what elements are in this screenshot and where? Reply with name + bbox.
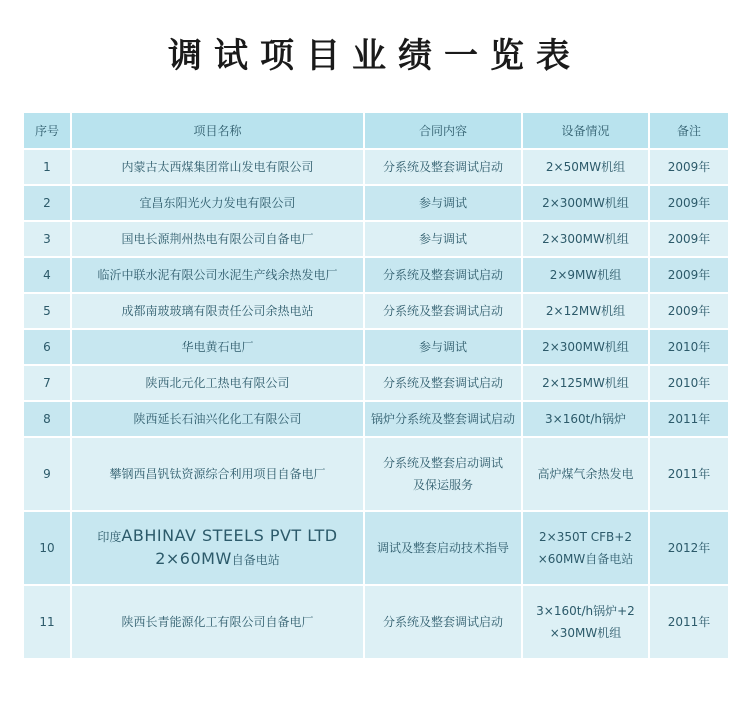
equipment-info: 3×160t/h锅炉 (522, 401, 649, 437)
table-row (23, 149, 729, 185)
project-name-part: 2×60MW (155, 549, 232, 568)
row-number: 6 (23, 329, 71, 365)
equipment-info-line: 2×350T CFB+2 (539, 530, 632, 544)
project-name: 成都南玻玻璃有限责任公司余热电站 (71, 293, 364, 329)
page-title: 调试项目业绩一览表 (168, 36, 582, 76)
row-number: 5 (23, 293, 71, 329)
contract-content: 分系统及整套调试启动 (364, 585, 522, 659)
contract-content: 参与调试 (364, 185, 522, 221)
row-number: 2 (23, 185, 71, 221)
remark: 2009年 (649, 185, 729, 221)
equipment-info: 2×300MW机组 (522, 329, 649, 365)
header-cell: 备注 (649, 112, 729, 149)
contract-content: 分系统及整套调试启动 (364, 365, 522, 401)
row-number: 4 (23, 257, 71, 293)
table-row (23, 293, 729, 329)
remark: 2009年 (649, 293, 729, 329)
row-number: 8 (23, 401, 71, 437)
project-name: 陕西延长石油兴化化工有限公司 (71, 401, 364, 437)
table-row (23, 401, 729, 437)
equipment-info-line: ×60MW自备电站 (537, 552, 634, 566)
equipment-info: 2×9MW机组 (522, 257, 649, 293)
remark: 2012年 (649, 511, 729, 585)
equipment-info: 高炉煤气余热发电 (522, 437, 649, 511)
performance-table (22, 111, 730, 660)
project-name: 陕西北元化工热电有限公司 (71, 365, 364, 401)
project-name: 内蒙古太西煤集团常山发电有限公司 (71, 149, 364, 185)
row-number: 3 (23, 221, 71, 257)
table-row (23, 185, 729, 221)
project-name: 临沂中联水泥有限公司水泥生产线余热发电厂 (71, 257, 364, 293)
contract-content: 参与调试 (364, 329, 522, 365)
project-name: 国电长源荆州热电有限公司自备电厂 (71, 221, 364, 257)
remark: 2011年 (649, 437, 729, 511)
project-name-line (74, 548, 361, 571)
table-row (23, 221, 729, 257)
remark: 2011年 (649, 401, 729, 437)
remark: 2010年 (649, 365, 729, 401)
table-row (23, 585, 729, 659)
row-number: 7 (23, 365, 71, 401)
project-name (71, 511, 364, 585)
table-row (23, 437, 729, 511)
contract-content-line: 分系统及整套启动调试 (382, 456, 503, 470)
equipment-info: 2×50MW机组 (522, 149, 649, 185)
contract-content-line: 及保运服务 (412, 478, 473, 492)
table-row (23, 257, 729, 293)
row-number: 11 (23, 585, 71, 659)
project-name: 华电黄石电厂 (71, 329, 364, 365)
table-row (23, 511, 729, 585)
equipment-info (522, 511, 649, 585)
contract-content: 锅炉分系统及整套调试启动 (364, 401, 522, 437)
remark: 2010年 (649, 329, 729, 365)
header-cell: 合同内容 (364, 112, 522, 149)
contract-content: 调试及整套启动技术指导 (364, 511, 522, 585)
equipment-info: 2×12MW机组 (522, 293, 649, 329)
equipment-info: 2×300MW机组 (522, 221, 649, 257)
row-number: 10 (23, 511, 71, 585)
equipment-info (522, 585, 649, 659)
project-name: 宜昌东阳光火力发电有限公司 (71, 185, 364, 221)
equipment-info-line: ×30MW机组 (549, 626, 622, 640)
equipment-info-line: 3×160t/h锅炉+2 (536, 604, 635, 618)
contract-content: 分系统及整套调试启动 (364, 293, 522, 329)
header-cell: 项目名称 (71, 112, 364, 149)
contract-content: 参与调试 (364, 221, 522, 257)
remark: 2011年 (649, 585, 729, 659)
project-name: 攀钢西昌钒钛资源综合利用项目自备电厂 (71, 437, 364, 511)
project-name-part: ABHINAV STEELS PVT LTD (121, 526, 338, 545)
project-name-line (74, 525, 361, 548)
equipment-info: 2×300MW机组 (522, 185, 649, 221)
project-name: 陕西长青能源化工有限公司自备电厂 (71, 585, 364, 659)
header-cell: 序号 (23, 112, 71, 149)
table-row (23, 365, 729, 401)
row-number: 1 (23, 149, 71, 185)
contract-content: 分系统及整套调试启动 (364, 149, 522, 185)
remark: 2009年 (649, 221, 729, 257)
remark: 2009年 (649, 149, 729, 185)
project-name-part: 自备电站 (231, 553, 280, 567)
project-name-part: 印度 (97, 530, 122, 544)
table-header-row (23, 112, 729, 149)
table-row (23, 329, 729, 365)
contract-content: 分系统及整套调试启动 (364, 257, 522, 293)
contract-content (364, 437, 522, 511)
row-number: 9 (23, 437, 71, 511)
header-cell: 设备情况 (522, 112, 649, 149)
equipment-info: 2×125MW机组 (522, 365, 649, 401)
remark: 2009年 (649, 257, 729, 293)
